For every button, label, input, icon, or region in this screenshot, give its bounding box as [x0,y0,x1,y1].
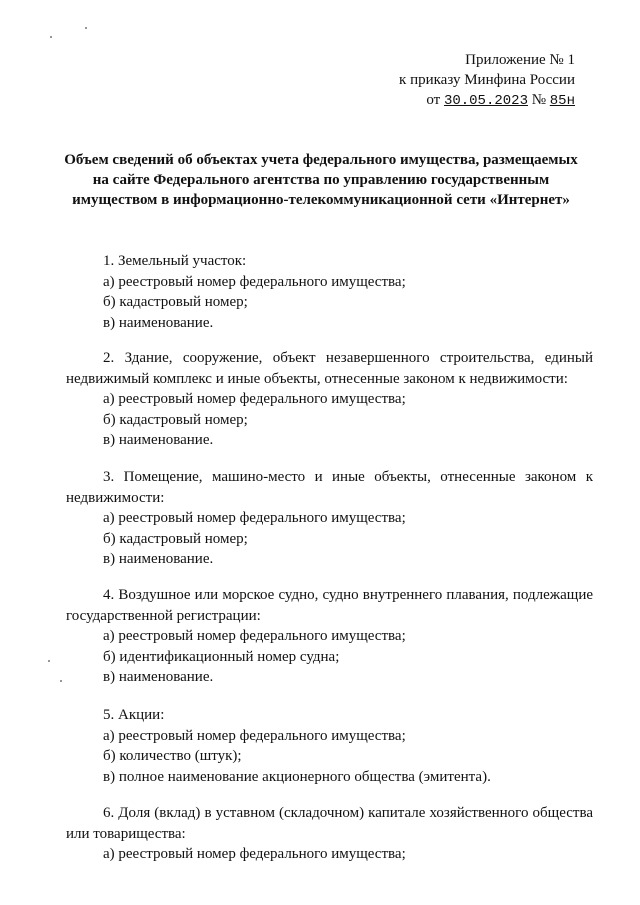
order-date-line [335,90,575,111]
section-5 [66,705,593,787]
list-item: в) наименование. [103,551,214,567]
section-heading: 4. Воздушное или морское судно, судно внутреннего плавания, подлежащие государственной регистрации: [66,587,593,624]
scan-speck [50,36,52,38]
list-item: а) реестровый номер федерального имущества; [103,391,406,407]
list-item: в) полное наименование акционерного общества (эмитента). [103,768,491,785]
appendix-number: Приложение № 1 [465,52,575,68]
list-item: а) реестровый номер федерального имущества; [103,510,406,526]
scan-speck [85,27,87,29]
section-2 [66,348,593,451]
order-number: 85н [549,93,575,109]
section-heading: 2. Здание, сооружение, объект незавершенного строительства, единый недвижимый комплекс и иные объекты, отнесенные законом к недвижимости: [66,350,593,387]
list-item: а) реестровый номер федерального имущества; [103,727,406,744]
list-item: б) кадастровый номер; [103,530,248,547]
list-item: в) наименование. [103,314,214,331]
list-item: а) реестровый номер федерального имущества; [103,846,406,862]
section-3 [66,467,593,570]
order-reference: к приказу Минфина России [399,72,575,88]
list-item: в) наименование. [103,669,214,685]
section-heading: 6. Доля (вклад) в уставном (складочном) капитале хозяйственного общества или товарищества: [66,805,593,842]
list-item: а) реестровый номер федерального имущества; [103,273,406,290]
list-item: в) наименование. [103,432,214,448]
appendix-header [335,50,575,111]
scan-speck [48,660,50,662]
section-6 [66,803,593,865]
list-item: б) идентификационный номер судна; [103,648,340,665]
section-1 [66,251,593,333]
section-heading: 1. Земельный участок: [103,253,247,269]
scan-speck [60,680,62,682]
section-heading: 3. Помещение, машино-место и иные объекты, отнесенные законом к недвижимости: [66,469,593,506]
list-item: б) количество (штук); [103,748,242,764]
number-prefix: № [531,92,547,108]
order-date: 30.05.2023 [443,93,528,109]
list-item: а) реестровый номер федерального имущества; [103,628,406,644]
section-heading: 5. Акции: [103,707,165,723]
list-item: б) кадастровый номер; [103,294,248,310]
document-title: Объем сведений об объектах учета федерального имущества, размещаемых на сайте Федерального агентства по управлению государственным имуществом в информационно-телекоммуникационной сети «Интернет» [64,152,578,208]
list-item: б) кадастровый номер; [103,411,248,428]
date-prefix: от [426,92,441,108]
section-4 [66,585,593,688]
